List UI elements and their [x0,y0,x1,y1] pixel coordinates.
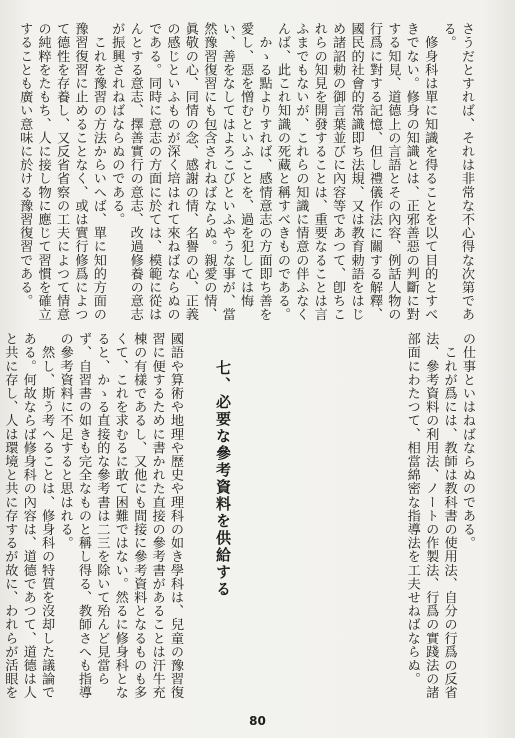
lower-left-text-block: 國語や算術や地理や歷史や理科の如き學科は、兒童の豫習復習に便するために書かれた直接の參考書があることは汗牛充棟の有樣であるし、又他にも間接に參考資料となるものも多くて、これを求むるに敢て困難ではない。然るに修身科となると、かゝる直接的な參考書は二三を除いて殆んど見當らず、自習書の如きも完全なものと稱し得る、教師さへも指導の參考資料に不足すると思はれる。 然し、斯う考へることは、修身科の特質を沒却した議論である。何故ならば修身科の內容は、道德であつて、道德は人と共に存し、人は環境と共に存するが故に、われらが活眼を [2,332,183,700]
upper-text-block: さうだとすれば、それは非常な不心得な次第である。 修身科は單に知識を得ることを以て目的とすべきでない。修身の知識とは、正邪善惡の判斷に對する知見、道德上の言語とその內容、例話人物の行爲に對する記憶、但し禮儀作法に關する解釋、國民的社會的常識即ち法規、又は教育勅語をはじめ諸詔勅の御言葉並びに內容等であつて、卽ちこれらの知見を開發することは、重要なることは言ふまでもないが、これらの知識に情意の伴ふなくんば、此これ知識の死藏と稱すべきものである。 かゝる點よりすれば、感情意志の方面即ち善を愛し、惡を憎むといふことを、過を犯しては悔い、善をなしてはよろこびといふやうな事が、當然豫習復習にも包含されねばならぬ。親愛の情、眞敬の心、同情の念、感謝の情、名譽の心、正義の感じといふものが深く培はれて來ねばならぬのである。同時に意志の方面に於ては、模範に從はんとする意志、擇善實行の意志、改過修養の意志が振興されねばならぬのである。 これを豫習の方法からいへば、單に知的方面の豫習復習に止めることなく、或は實行修爲によつて德性を存養し、又反省省察の工夫によつて情意の純粹をたもち、人に接し物に應じて習慣を確立することも廣い意味に於ける豫習復習である。 [17,22,474,322]
page-number: 80 [249,714,266,728]
lower-right-text-block: の仕事といはねばならぬのである。 これが爲には、教師は教科書の使用法、自分の行爲の反省法、參考資料の利用法、ノートの作製法、行爲の實踐法の諸部面にわたつて、相當綿密な指導法を工夫せねばならぬ。 [404,332,475,700]
section-heading: 七、必要な參考資料を供給する [214,360,232,598]
